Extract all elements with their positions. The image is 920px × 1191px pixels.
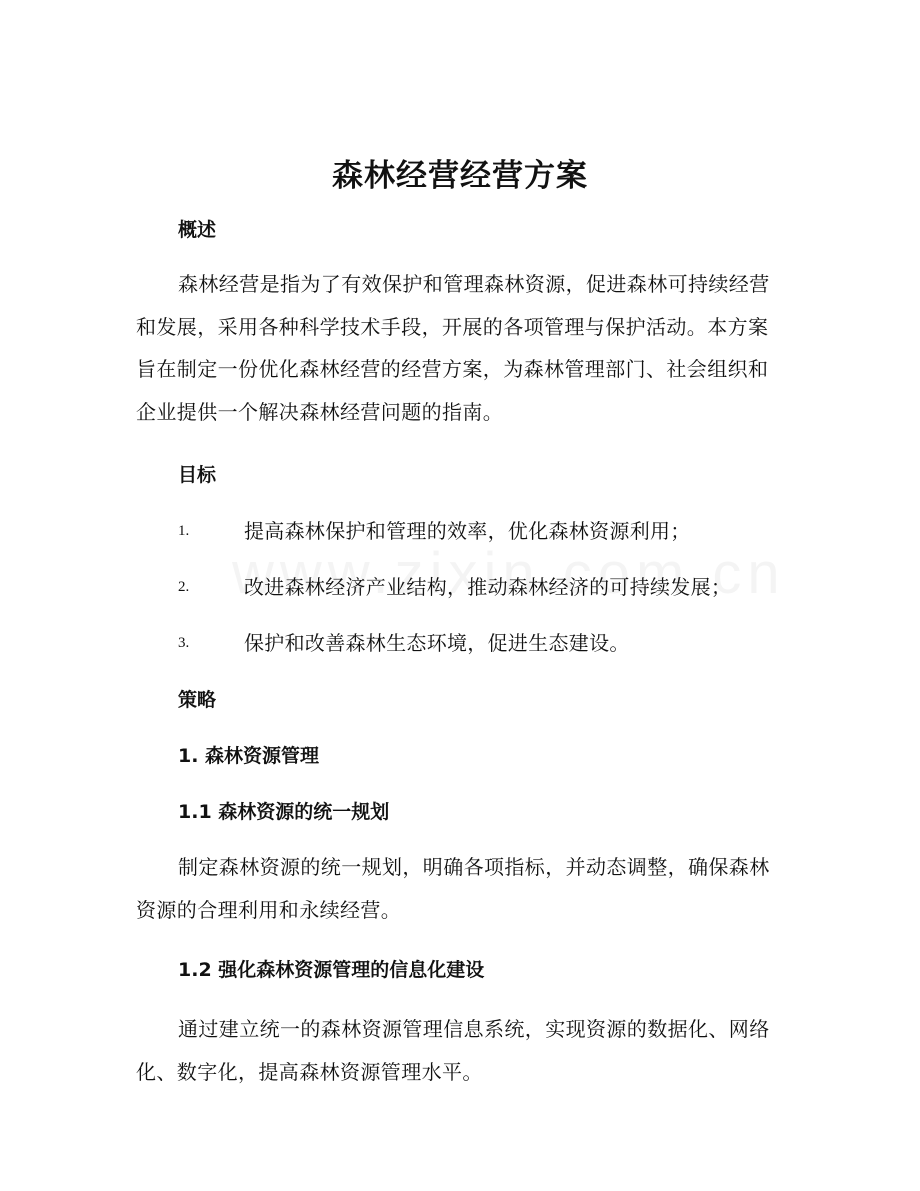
informatization-paragraph: 通过建立统一的森林资源管理信息系统，实现资源的数据化、网络化、数字化，提高森林资源管理水平。 (136, 1017, 770, 1084)
subsection-heading-informatization: 1.2 强化森林资源管理的信息化建设 (178, 959, 485, 981)
document-title: 森林经营经营方案 (332, 158, 588, 194)
subsection-heading-unified-planning: 1.1 森林资源的统一规划 (178, 801, 390, 823)
subsection-heading-resource-management: 1. 森林资源管理 (178, 745, 320, 767)
goal-list-item (178, 628, 778, 658)
section-heading-goals: 目标 (178, 464, 217, 486)
goal-list-item (178, 516, 778, 546)
unified-planning-paragraph: 制定森林资源的统一规划，明确各项指标，并动态调整，确保森林资源的合理利用和永续经营。 (136, 855, 770, 922)
list-number: 1. (178, 523, 190, 539)
section-heading-overview: 概述 (178, 219, 217, 241)
section-heading-strategy: 策略 (178, 689, 217, 711)
list-number: 3. (178, 635, 190, 651)
list-text: 保护和改善森林生态环境，促进生态建设。 (244, 631, 630, 655)
overview-paragraph: 森林经营是指为了有效保护和管理森林资源，促进森林可持续经营和发展，采用各种科学技术手段，开展的各项管理与保护活动。本方案旨在制定一份优化森林经营的经营方案，为森林管理部门、社会组织和企业提供一个解决森林经营问题的指南。 (136, 272, 770, 424)
list-number: 2. (178, 579, 190, 595)
goal-list-item (178, 572, 778, 602)
list-text: 提高森林保护和管理的效率，优化森林资源利用； (244, 519, 691, 543)
list-text: 改进森林经济产业结构，推动森林经济的可持续发展； (244, 575, 732, 599)
